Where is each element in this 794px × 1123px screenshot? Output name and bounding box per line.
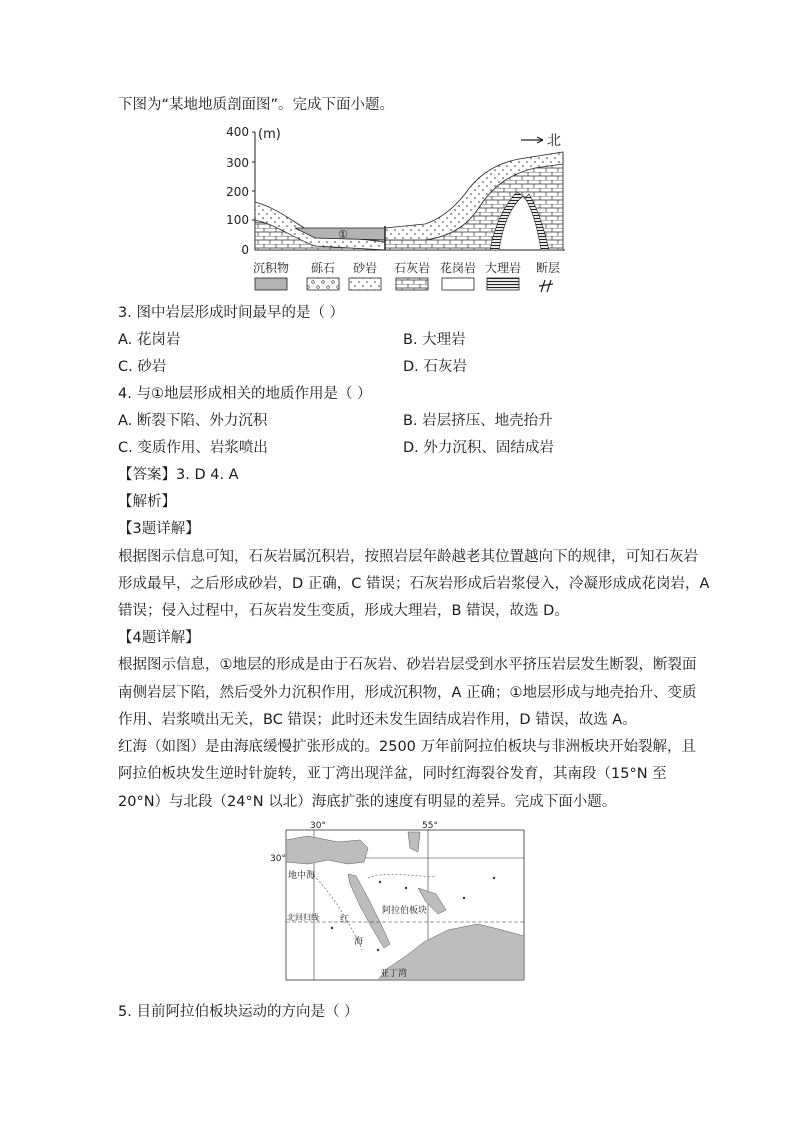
legend-label-gravel: 砾石 [310, 261, 336, 275]
red-sea-map-figure [268, 818, 530, 982]
q4-detail-line: 作用、岩浆喷出无关，BC 错误；此时还未发生固结成岩作用，D 错误，故选 A。 [118, 712, 637, 728]
q3-stem: 3. 图中岩层形成时间最早的是（ ） [118, 305, 345, 321]
intro2-line: 阿拉伯板块发生逆时针旋转，亚丁湾出现洋盆，同时红海裂谷发育，其南段（15°N 至 [118, 766, 667, 782]
q3-option-b[interactable]: B. 大理岩 [403, 332, 466, 348]
legend-label-sediment: 沉积物 [252, 261, 290, 275]
q4-stem: 4. 与①地层形成相关的地质作用是（ ） [118, 386, 372, 402]
intro-text: 下图为“某地地质剖面图”。完成下面小题。 [118, 97, 395, 113]
mediterranean-label: 地中海 [288, 871, 316, 881]
y-unit: (m) [258, 127, 281, 142]
q3-option-d[interactable]: D. 石灰岩 [403, 359, 467, 375]
intro2-line: 红海（如图）是由海底缓慢扩张形成的。2500 万年前阿拉伯板块与非洲板块开始裂解，且 [118, 739, 697, 755]
intro2-line: 20°N）与北段（24°N 以北）海底扩张的速度有明显的差异。完成下面小题。 [118, 794, 617, 810]
q4-option-a[interactable]: A. 断裂下陷、外力沉积 [118, 413, 268, 429]
y-tick-300: 300 [226, 156, 249, 170]
q3-detail-heading: 【3题详解】 [118, 521, 200, 537]
lon-label-30: 30° [310, 821, 326, 831]
mediterranean-sea [286, 836, 368, 864]
q4-option-c[interactable]: C. 变质作用、岩浆喷出 [118, 440, 268, 456]
q3-detail-line: 根据图示信息可知，石灰岩属沉积岩，按照岩层年龄越老其位置越向下的规律，可知石灰岩 [118, 549, 698, 565]
legend-swatch-sandstone [349, 278, 381, 290]
lat-label-30: 30° [270, 854, 286, 864]
legend-swatch-granite [442, 278, 474, 290]
geologic-section-figure [225, 124, 585, 294]
q4-detail-line: 南侧岩层下陷，然后受外力沉积作用，形成沉积物，A 正确；①地层形成与地壳抬升、变质 [118, 685, 697, 701]
q4-option-b[interactable]: B. 岩层挤压、地壳抬升 [403, 413, 553, 429]
y-tick-0: 0 [241, 243, 249, 257]
legend-label-marble: 大理岩 [484, 261, 522, 275]
tropic-label: 北回归线 [287, 913, 319, 922]
q3-option-c[interactable]: C. 砂岩 [118, 359, 167, 375]
legend-swatch-gravel [307, 278, 339, 290]
arabian-plate-label: 阿拉伯板块 [382, 906, 428, 916]
q4-option-d[interactable]: D. 外力沉积、固结成岩 [403, 440, 554, 456]
legend-label-granite: 花岗岩 [439, 261, 477, 275]
q3-option-a[interactable]: A. 花岗岩 [118, 332, 181, 348]
marker-label: ① [338, 228, 348, 241]
analysis-heading: 【解析】 [118, 494, 176, 510]
legend-label-sandstone: 砂岩 [352, 261, 378, 275]
y-tick-100: 100 [226, 213, 249, 227]
lon-label-55: 55° [422, 821, 438, 831]
q4-detail-heading: 【4题详解】 [118, 630, 200, 646]
red-sea-label-1: 红 [340, 915, 350, 925]
red-sea-label-2: 海 [354, 937, 364, 947]
legend-label-limestone: 石灰岩 [393, 261, 431, 275]
gulf-of-aden-label: 亚丁湾 [380, 969, 408, 979]
red-sea-map-svg [268, 818, 530, 982]
q3-detail-line: 形成最早，之后形成砂岩，D 正确，C 错误；石灰岩形成后岩浆侵入，冷凝形成成花岗岩，A [118, 576, 710, 592]
north-label: 北 [547, 133, 561, 149]
y-tick-200: 200 [226, 185, 249, 199]
y-tick-400: 400 [226, 125, 249, 139]
fault-symbol-icon [539, 280, 553, 292]
q3-detail-line: 错误；侵入过程中，石灰岩发生变质，形成大理岩，B 错误，故选 D。 [118, 603, 569, 619]
q5-stem: 5. 目前阿拉伯板块运动的方向是（ ） [118, 1004, 359, 1020]
answer-line: 【答案】3. D 4. A [118, 467, 239, 483]
legend-swatch-marble [487, 278, 519, 290]
legend-swatch-limestone [396, 278, 428, 290]
geologic-section-svg [225, 124, 585, 294]
legend-swatch-sediment [255, 278, 287, 290]
legend-label-fault: 断层 [535, 261, 561, 275]
q4-detail-line: 根据图示信息，①地层的形成是由于石灰岩、砂岩岩层受到水平挤压岩层发生断裂，断裂面 [118, 657, 697, 673]
